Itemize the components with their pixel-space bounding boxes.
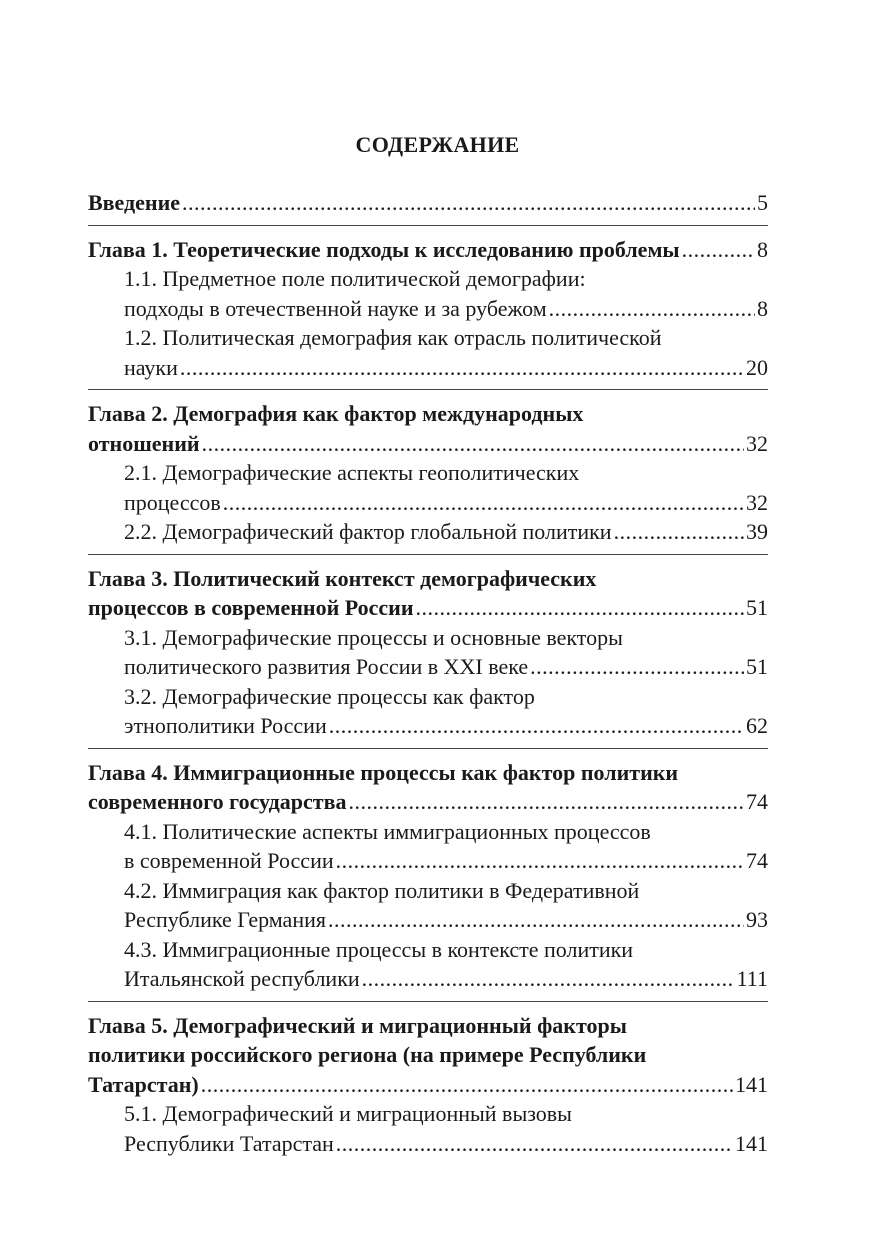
toc-entry-2-1[interactable] (88, 458, 768, 517)
entry-title: подходы в отечественной науке и за рубежом (124, 295, 547, 321)
dot-leader (549, 294, 755, 324)
page-number: 32 (746, 489, 768, 515)
toc-entry-chapter-1[interactable] (88, 235, 768, 265)
entry-title-line: 3.2. Демографические процессы как фактор (124, 683, 535, 709)
dot-leader (329, 711, 744, 741)
entry-title: Итальянской республики (124, 966, 360, 991)
entry-title-line: Глава 3. Политический контекст демографических (88, 565, 597, 591)
entry-title: политического развития России в XXI веке (124, 654, 529, 679)
page-number: 8 (757, 236, 768, 262)
page-number: 20 (746, 354, 768, 380)
toc-entry-1-2[interactable] (88, 323, 768, 382)
toc-entry-4-3[interactable] (88, 935, 768, 994)
divider (88, 389, 768, 390)
dot-leader (328, 905, 744, 935)
entry-title-line: 1.1. Предметное поле политической демографии: (124, 266, 586, 291)
entry-title-line: Глава 4. Иммиграционные процессы как фактор политики (88, 759, 679, 785)
toc-entry-4-1[interactable] (88, 817, 768, 876)
dot-leader (682, 235, 755, 265)
entry-title-line: 3.1. Демографические процессы и основные векторы (124, 624, 623, 650)
entry-title: 2.2. Демографический фактор глобальной политики (124, 519, 612, 544)
page-number: 74 (746, 789, 768, 814)
dot-leader (349, 787, 745, 817)
dot-leader (336, 846, 744, 876)
entry-title: науки (124, 354, 178, 380)
entry-title: Республике Германия (124, 907, 326, 932)
page-number: 141 (735, 1130, 768, 1156)
page-number: 111 (736, 966, 768, 991)
table-of-contents (88, 188, 768, 1158)
entry-title-line: 4.3. Иммиграционные процессы в контексте политики (124, 936, 634, 962)
divider (88, 225, 768, 226)
dot-leader (530, 652, 744, 682)
dot-leader (182, 188, 755, 218)
dot-leader (416, 593, 744, 623)
divider (88, 554, 768, 555)
page-number: 39 (746, 519, 768, 544)
page-number: 8 (757, 295, 768, 321)
page-number: 5 (757, 190, 768, 215)
divider (88, 748, 768, 749)
entry-title-line: 4.1. Политические аспекты иммиграционных процессов (124, 818, 651, 844)
entry-title: процессов в современной России (88, 595, 414, 620)
entry-title-line: 1.2. Политическая демография как отрасль политической (124, 325, 662, 350)
page-number: 93 (746, 907, 768, 932)
page-number: 74 (746, 848, 768, 873)
dot-leader (362, 964, 735, 994)
dot-leader (202, 429, 744, 459)
divider (88, 1001, 768, 1002)
dot-leader (180, 353, 744, 383)
page-number: 141 (735, 1071, 768, 1097)
entry-title: Глава 1. Теоретические подходы к исследованию проблемы (88, 236, 680, 262)
dot-leader (223, 488, 744, 518)
entry-title: этнополитики России (124, 713, 327, 738)
entry-title: отношений (88, 430, 200, 456)
entry-title: в современной России (124, 848, 334, 873)
entry-title: Республики Татарстан (124, 1130, 334, 1156)
entry-title: современного государства (88, 789, 347, 814)
page-number: 51 (746, 595, 768, 620)
entry-title: процессов (124, 489, 221, 515)
toc-entry-3-2[interactable] (88, 682, 768, 741)
toc-entry-3-1[interactable] (88, 623, 768, 682)
toc-entry-2-2[interactable] (88, 517, 768, 547)
toc-entry-chapter-3[interactable] (88, 564, 768, 623)
page-title: СОДЕРЖАНИЕ (355, 132, 520, 157)
entry-title: Татарстан) (88, 1071, 199, 1097)
toc-entry-chapter-2[interactable] (88, 399, 768, 458)
entry-title-line: Глава 5. Демографический и миграционный факторы (88, 1012, 627, 1038)
entry-title-line: 2.1. Демографические аспекты геополитических (124, 460, 580, 485)
entry-title-line: политики российского региона (на примере Республики (88, 1042, 647, 1067)
toc-entry-4-2[interactable] (88, 876, 768, 935)
page-number: 32 (746, 430, 768, 456)
entry-title-line: 4.2. Иммиграция как фактор политики в Федеративной (124, 877, 640, 903)
toc-entry-chapter-4[interactable] (88, 758, 768, 817)
dot-leader (201, 1070, 733, 1100)
page-number: 51 (746, 654, 768, 679)
entry-title-line: 5.1. Демографический и миграционный вызовы (124, 1101, 572, 1126)
dot-leader (614, 517, 744, 547)
page-number: 62 (746, 713, 768, 738)
entry-title: Введение (88, 190, 181, 215)
entry-title-line: Глава 2. Демография как фактор международных (88, 401, 584, 426)
toc-entry-1-1[interactable] (88, 264, 768, 323)
toc-entry-chapter-5[interactable] (88, 1011, 768, 1100)
dot-leader (336, 1129, 733, 1159)
toc-entry-introduction[interactable] (88, 188, 768, 218)
toc-entry-5-1[interactable] (88, 1099, 768, 1158)
